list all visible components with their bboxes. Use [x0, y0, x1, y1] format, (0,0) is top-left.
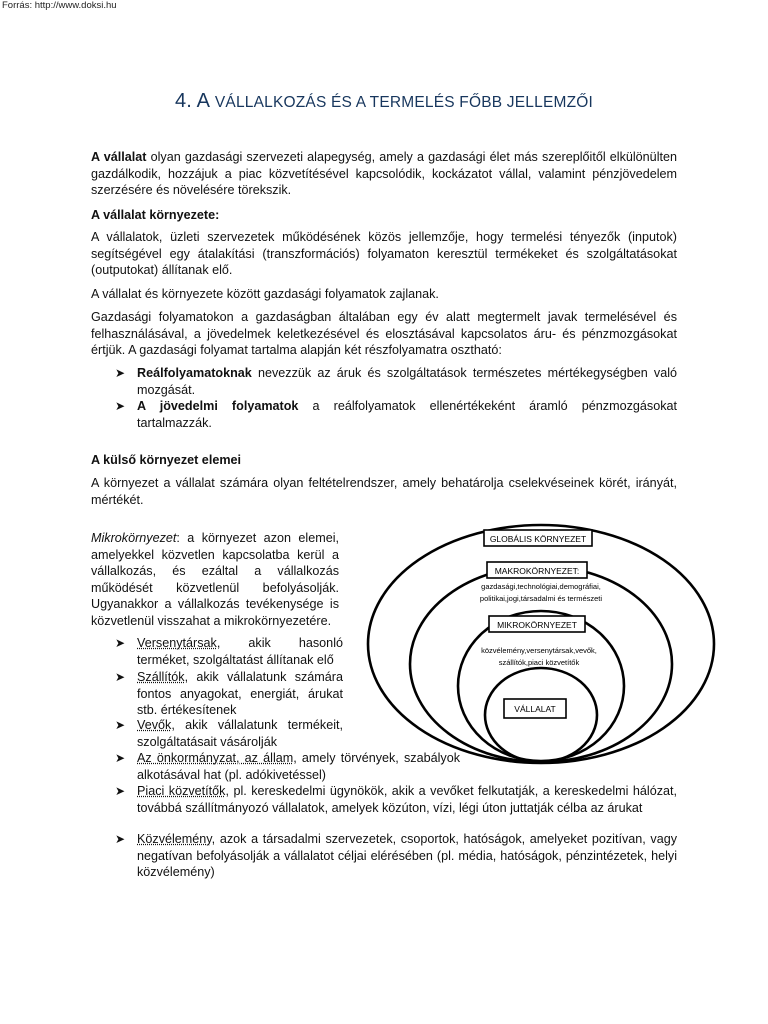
title-number: 4. A [174, 90, 210, 112]
micro-item-competitors [115, 635, 343, 668]
flow-item-real [115, 365, 677, 398]
title-text: VÁLLALKOZÁS ÉS A TERMELÉS FŐBB JELLEMZŐI [214, 94, 594, 111]
arrow-bullet-icon: ➤ [115, 784, 126, 798]
micro-item-term: Piaci közvetítők [137, 784, 226, 798]
micro-item-term: Vevők [137, 718, 172, 732]
environment-paragraph-1: A vállalatok, üzleti szervezetek működésének közös jellemzője, hogy termelési tényezők (inputok) segítségével egy átalakítási (transzformációs) folyamaton keresztül termékeket és szolgáltatásokat (outputokat) állítanak elő. [91, 230, 677, 278]
arrow-bullet-icon: ➤ [115, 636, 126, 650]
micro-item-text: , azok a társadalmi szervezetek, csoportok, hatóságok, amelyeket pozitívan, vagy negatívan befolyásolják a vállalatot céljai elérésében (pl. média, hatóságok, pénzintézetek, helyi közvélemény) [137, 832, 677, 880]
micro-item-suppliers [115, 669, 343, 719]
external-heading: A külső környezet elemei [91, 453, 242, 467]
micro-environment-ellipse [458, 611, 624, 761]
micro-item-public-opinion [115, 831, 677, 881]
environment-paragraph-3: Gazdasági folyamatokon a gazdaságban általában egy év alatt megtermelt javak termelésével és felhasználásával, a jövedelmek keletkezésével és elosztásával kapcsolatos áru- és pénzmozgásokat értjük. A gazdasági folyamat tartalma alapján két részfolyamatra osztható: [91, 310, 677, 358]
arrow-bullet-icon: ➤ [115, 399, 126, 413]
macro-text-line-2: politikai,jogi,társadalmi és természeti [479, 594, 603, 603]
micro-item-text: , amely törvények, szabályok alkotásával hat (pl. adókivetéssel) [137, 751, 460, 782]
flow-term: Reálfolyamatoknak [137, 366, 252, 380]
micro-label: MIKROKÖRNYEZET [497, 620, 577, 630]
micro-item-text: , akik hasonló terméket, szolgáltatást állítanak elő [137, 636, 343, 667]
micro-item-intermediaries [115, 783, 677, 816]
intro-paragraph [91, 149, 677, 199]
micro-paragraph [91, 530, 339, 630]
arrow-bullet-icon: ➤ [115, 751, 126, 765]
arrow-bullet-icon: ➤ [115, 832, 126, 846]
global-label: GLOBÁLIS KÖRNYEZET [489, 534, 587, 544]
global-environment-ellipse [368, 525, 714, 763]
micro-term: Mikrokörnyezet [91, 531, 177, 545]
macro-label: MAKROKÖRNYEZET: [494, 566, 580, 576]
micro-item-term: Szállítók [137, 670, 185, 684]
micro-item-term: Versenytársak [137, 636, 217, 650]
source-note: Forrás: http://www.doksi.hu [2, 0, 117, 11]
flow-item-income [115, 398, 677, 431]
page-title [0, 89, 768, 115]
micro-text: : a környezet azon elemei, amelyekkel közvetlen kapcsolatba kerül a vállalkozás, és ezáltal a vállalkozás működését közvetlenül befolyásolják. Ugyanakkor a vállalkozás tevékenysége is közvetlenül visszahat a mikrokörnyezetére. [91, 531, 339, 628]
intro-text: olyan gazdasági szervezeti alapegység, amely a gazdasági élet más szereplőitől elkülönülten gazdálkodik, hozzájuk a piac közvetítésével kapcsolódik, kockázatot vállal, valamint pénzjövedelem szerzésére és növelésére törekszik. [91, 150, 677, 198]
micro-text-line-2: szállítók,piaci közvetítők [498, 658, 580, 667]
macro-text-line-1: gazdasági,technológiai,demográfiai, [481, 582, 601, 591]
flow-text: a reálfolyamatok ellenértékeként áramló pénzmozgásokat tartalmazzák. [137, 399, 677, 430]
arrow-bullet-icon: ➤ [115, 670, 126, 684]
environment-heading: A vállalat környezete: [91, 208, 220, 222]
micro-item-term: Közvélemény [137, 832, 212, 846]
micro-item-text: , pl. kereskedelmi ügynökök, akik a vevőket felkutatják, a kereskedelmi hálózat, továbbá szállítmányozó vállalatok, amelyek közúton, vízi, légi úton juttatják célba az árukat [137, 784, 677, 815]
company-label: VÁLLALAT [514, 704, 556, 714]
micro-item-text: , akik vállalatunk számára fontos anyagokat, energiát, árukat stb. értékesítenek [137, 670, 343, 718]
arrow-bullet-icon: ➤ [115, 718, 126, 732]
flow-text: nevezzük az áruk és szolgáltatások természetes mértékegységben való mozgását. [137, 366, 677, 397]
micro-item-customers [115, 717, 343, 750]
micro-item-text: , akik vállalatunk termékeit, szolgáltatásait vásárolják [137, 718, 343, 749]
intro-term: A vállalat [91, 150, 147, 164]
flow-term: A jövedelmi folyamatok [137, 399, 299, 413]
micro-item-term: Az önkormányzat, az állam [137, 751, 294, 765]
arrow-bullet-icon: ➤ [115, 366, 126, 380]
micro-text-line-1: közvélemény,versenytársak,vevők, [481, 646, 597, 655]
external-paragraph: A környezet a vállalat számára olyan feltételrendszer, amely behatárolja cselekvéseinek körét, irányát, mértékét. [91, 476, 677, 507]
environment-paragraph-2: A vállalat és környezete között gazdasági folyamatok zajlanak. [91, 287, 439, 301]
environment-diagram [354, 515, 720, 765]
